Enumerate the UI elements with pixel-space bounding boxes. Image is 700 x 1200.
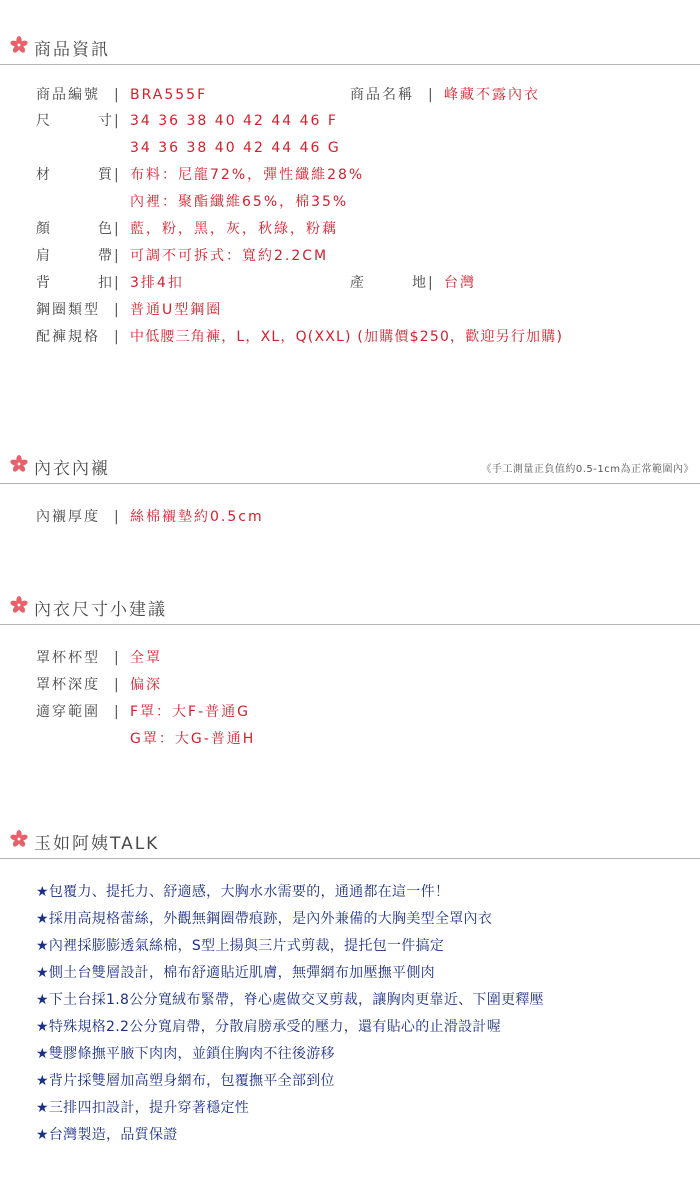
spec-row-cup-depth (0, 674, 700, 696)
talk-item: ★內裡採膨膨透氣絲棉，S型上揚與三片式剪裁，提托包一件搞定 (36, 938, 445, 954)
spec-label: 內襯厚度 (36, 509, 100, 525)
section-title: 玉如阿姨TALK (34, 834, 160, 854)
separator: | (428, 275, 435, 291)
flower-icon (10, 596, 28, 614)
spec-row-material (0, 164, 700, 186)
spec-row-panty (0, 326, 700, 348)
talk-item: ★包覆力、提托力、舒適感，大胸水水需要的，通通都在這一件！ (36, 884, 450, 900)
talk-item: ★三排四扣設計，提升穿著穩定性 (36, 1100, 250, 1116)
spec-value-strap: 可調不可拆式：寬約2.2CM (130, 248, 329, 264)
talk-item: ★雙膠條撫平腋下肉肉，並鎖住胸肉不往後游移 (36, 1046, 335, 1062)
section-header-talk (0, 826, 700, 859)
talk-item: ★背片採雙層加高塑身網布，包覆撫平全部到位 (36, 1073, 335, 1089)
spec-value-hook: 3排4扣 (130, 275, 184, 291)
separator: | (114, 509, 121, 525)
spec-row-size-2 (0, 137, 700, 159)
spec-label: 鋼圈類型 (36, 302, 100, 318)
spec-value-material-2: 內裡：聚酯纖維65%，棉35% (130, 194, 349, 210)
spec-label: 商品名稱 (350, 87, 414, 103)
spec-row-size (0, 110, 700, 132)
section-title: 內衣內襯 (34, 459, 110, 479)
section-title: 商品資訊 (34, 40, 110, 60)
spec-value-color: 藍，粉，黑，灰，秋綠，粉藕 (130, 221, 338, 237)
separator: | (114, 275, 121, 291)
spec-value-pad: 絲棉襯墊約0.5cm (130, 509, 264, 525)
flower-icon (10, 830, 28, 848)
separator: | (114, 329, 121, 345)
separator: | (114, 221, 121, 237)
spec-label: 商品編號 (36, 87, 100, 103)
talk-item: ★特殊規格2.2公分寬肩帶，分散肩膀承受的壓力，還有貼心的止滑設計喔 (36, 1019, 502, 1035)
spec-row-cup-type (0, 647, 700, 669)
spec-value-material-1: 布料：尼龍72%，彈性纖維28% (130, 167, 365, 183)
spec-label: 尺 寸 (36, 113, 114, 129)
separator: | (114, 650, 121, 666)
spec-value-fit-2: G罩：大G-普通H (130, 731, 256, 747)
spec-row-fit-2 (0, 728, 700, 750)
spec-row-material-2 (0, 191, 700, 213)
spec-row-code-name (0, 84, 700, 106)
measurement-note: 《手工測量正負值約0.5-1cm為正常範圍內》 (481, 464, 694, 475)
talk-item: ★採用高規格蕾絲，外觀無鋼圈帶痕跡，是內外兼備的大胸美型全罩內衣 (36, 911, 493, 927)
star-icon: ★ (36, 911, 49, 927)
spec-label: 罩杯杯型 (36, 650, 100, 666)
spec-row-color (0, 218, 700, 240)
section-title: 內衣尺寸小建議 (34, 600, 167, 620)
separator: | (428, 87, 435, 103)
spec-label: 材 質 (36, 167, 114, 183)
spec-value-name: 峰藏不露內衣 (444, 87, 540, 103)
spec-value-code: BRA555F (130, 87, 208, 103)
spec-row-strap (0, 245, 700, 267)
spec-label: 配褲規格 (36, 329, 100, 345)
talk-item: ★台灣製造，品質保證 (36, 1127, 178, 1143)
spec-value-size-1: 34 36 38 40 42 44 46 F (130, 113, 338, 129)
spec-label: 產 地 (350, 275, 428, 291)
spec-label: 顏 色 (36, 221, 114, 237)
separator: | (114, 302, 121, 318)
star-icon: ★ (36, 884, 49, 900)
talk-item: ★下土台採1.8公分寬絨布緊帶，脊心處做交叉剪裁，讓胸肉更靠近、下圍更釋壓 (36, 992, 544, 1008)
spec-row-hook-origin (0, 272, 700, 294)
spec-value-cup-depth: 偏深 (130, 677, 162, 693)
separator: | (114, 87, 121, 103)
spec-value-origin: 台灣 (444, 275, 476, 291)
star-icon: ★ (36, 938, 49, 954)
spec-row-wire (0, 299, 700, 321)
flower-icon (10, 455, 28, 473)
section-header-product-info (0, 32, 700, 65)
star-icon: ★ (36, 1073, 49, 1089)
spec-value-panty: 中低腰三角褲，L，XL，Q(XXL) (加購價$250，歡迎另行加購) (130, 329, 564, 345)
flower-icon (10, 36, 28, 54)
spec-label: 罩杯深度 (36, 677, 100, 693)
separator: | (114, 113, 121, 129)
spec-row-fit (0, 701, 700, 723)
section-header-size-advice (0, 592, 700, 625)
separator: | (114, 167, 121, 183)
spec-label: 背 扣 (36, 275, 114, 291)
star-icon: ★ (36, 1019, 49, 1035)
separator: | (114, 248, 121, 264)
spec-label: 適穿範圍 (36, 704, 100, 720)
separator: | (114, 704, 121, 720)
spec-label: 肩 帶 (36, 248, 114, 264)
star-icon: ★ (36, 1046, 49, 1062)
spec-value-wire: 普通U型鋼圈 (130, 302, 223, 318)
talk-item: ★側土台雙層設計，棉布舒適貼近肌膚，無彈網布加壓撫平側肉 (36, 965, 435, 981)
section-header-lining (0, 451, 700, 484)
spec-value-cup-type: 全罩 (130, 650, 162, 666)
separator: | (114, 677, 121, 693)
spec-row-pad (0, 506, 700, 528)
star-icon: ★ (36, 1127, 49, 1143)
spec-value-fit-1: F罩：大F-普通G (130, 704, 251, 720)
star-icon: ★ (36, 965, 49, 981)
star-icon: ★ (36, 1100, 49, 1116)
spec-value-size-2: 34 36 38 40 42 44 46 G (130, 140, 341, 156)
star-icon: ★ (36, 992, 49, 1008)
